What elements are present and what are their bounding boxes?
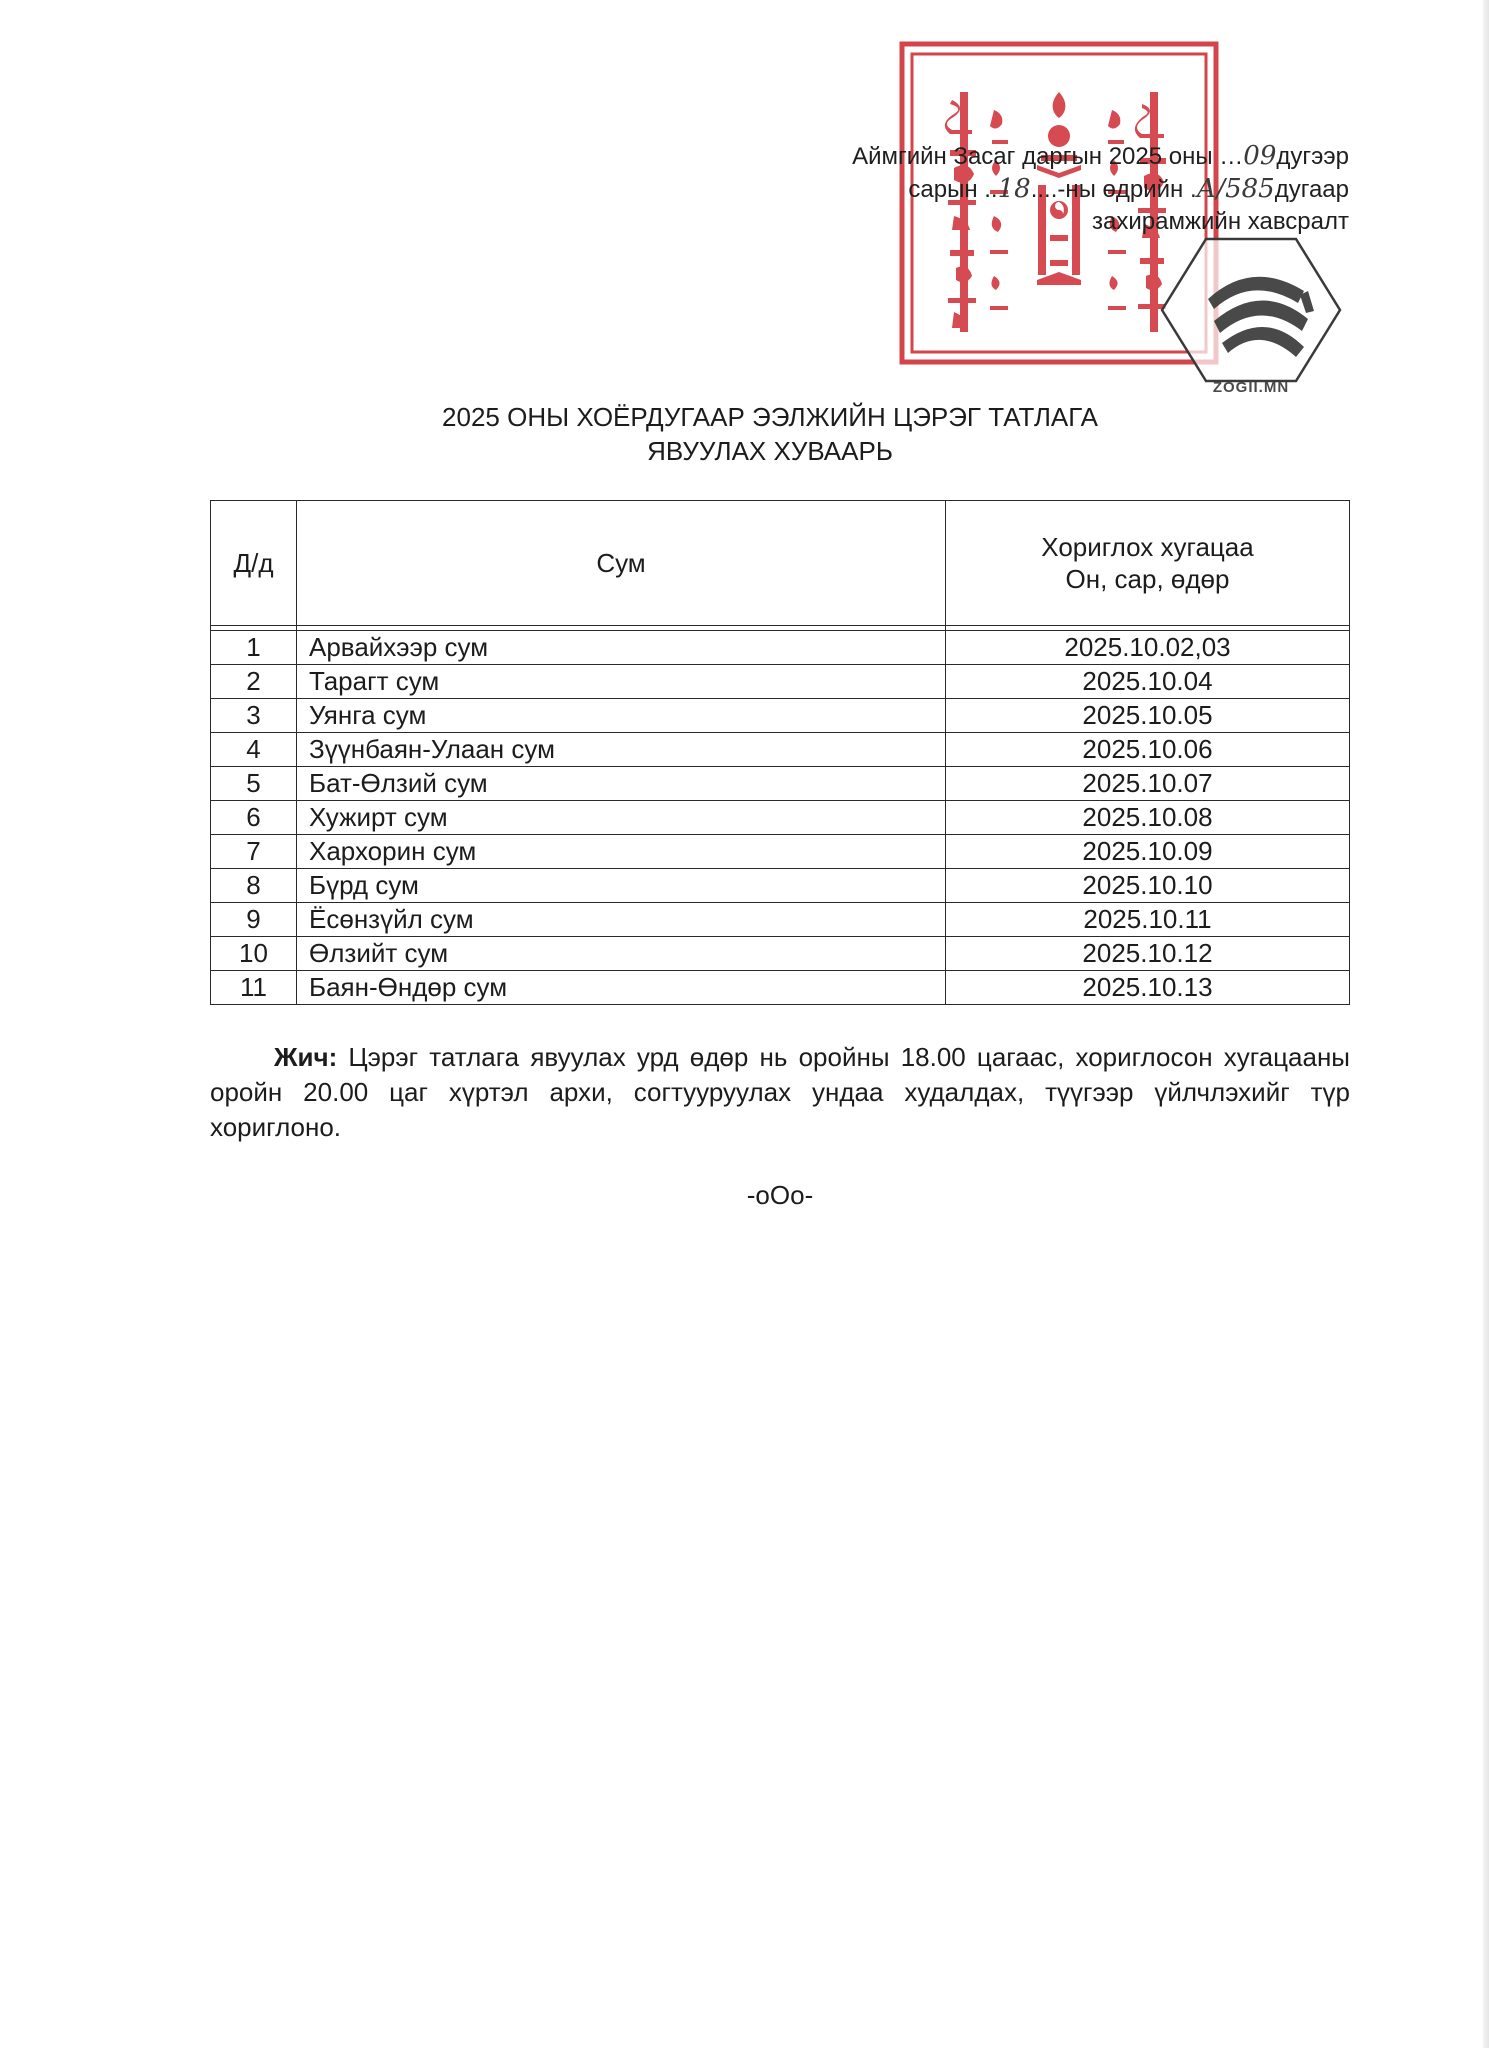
annex-line-2-suffix: дугаар: [1274, 176, 1349, 203]
cell-num: 7: [211, 835, 297, 869]
cell-sum: Хужирт сум: [297, 801, 946, 835]
cell-num: 1: [211, 631, 297, 665]
table-row: [211, 937, 1350, 971]
table-row: [211, 767, 1350, 801]
cell-sum: Тарагт сум: [297, 665, 946, 699]
table-row: [211, 801, 1350, 835]
table-row: [211, 835, 1350, 869]
annex-line-2: сарын ..18....-ны өдрийн .А/585дугаар: [908, 174, 1349, 204]
cell-num: 3: [211, 699, 297, 733]
cell-num: 8: [211, 869, 297, 903]
annex-line-1-text: Аймгийн Засаг даргын 2025 оны: [852, 143, 1213, 170]
cell-sum: Уянга сум: [297, 699, 946, 733]
cell-sum: Бүрд сум: [297, 869, 946, 903]
cell-sum: Бат-Өлзий сум: [297, 767, 946, 801]
header-date-line-1: Хориглох хугацаа: [1041, 532, 1254, 562]
annex-line-2-mid: -ны өдрийн: [1057, 176, 1184, 203]
cell-date: 2025.10.10: [946, 869, 1350, 903]
table-row: [211, 971, 1350, 1005]
cell-date: 2025.10.02,03: [946, 631, 1350, 665]
cell-date: 2025.10.05: [946, 699, 1350, 733]
header-date: [946, 501, 1350, 626]
header-date-line-2: Он, сар, өдөр: [1065, 564, 1230, 594]
annex-line-2-prefix: сарын: [908, 176, 978, 203]
table-row: [211, 733, 1350, 767]
schedule-table: [210, 500, 1350, 1005]
cell-date: 2025.10.09: [946, 835, 1350, 869]
table-row: [211, 869, 1350, 903]
cell-date: 2025.10.04: [946, 665, 1350, 699]
cell-num: 11: [211, 971, 297, 1005]
cell-date: 2025.10.13: [946, 971, 1350, 1005]
cell-date: 2025.10.06: [946, 733, 1350, 767]
cell-sum: Өлзийт сум: [297, 937, 946, 971]
page-edge: [1483, 0, 1489, 2048]
table-row: [211, 631, 1350, 665]
note-label: Жич:: [274, 1042, 338, 1072]
cell-num: 4: [211, 733, 297, 767]
header-sum: Сум: [297, 501, 946, 626]
handwritten-order-number: А/585: [1196, 174, 1275, 204]
annex-line-3: захирамжийн хавсралт: [1092, 208, 1349, 235]
cell-date: 2025.10.12: [946, 937, 1350, 971]
watermark-text: ZOGII.MN: [1212, 379, 1290, 396]
annex-line-1-suffix: дугээр: [1276, 143, 1349, 170]
annex-line-1-dots: …: [1219, 143, 1244, 170]
table-row: [211, 903, 1350, 937]
handwritten-day: 18: [997, 174, 1031, 204]
table-row: [211, 665, 1350, 699]
table-row: [211, 699, 1350, 733]
document-title: [300, 400, 1240, 468]
header-num: Д/д: [211, 501, 297, 626]
cell-num: 2: [211, 665, 297, 699]
annex-reference: [789, 140, 1349, 238]
cell-num: 5: [211, 767, 297, 801]
note-text: Цэрэг татлага явуулах урд өдөр нь оройны 18.00 цагаас, хориглосон хугацааны оройн 20.00 цаг хүртэл архи, согтууруулах ундаа худалдах, түүгээр үйлчлэхийг түр хориглоно.: [210, 1042, 1350, 1142]
cell-num: 10: [211, 937, 297, 971]
title-line-2: ЯВУУЛАХ ХУВААРЬ: [647, 436, 893, 466]
note-paragraph: [210, 1040, 1350, 1145]
cell-date: 2025.10.08: [946, 801, 1350, 835]
cell-sum: Арвайхээр сум: [297, 631, 946, 665]
cell-date: 2025.10.11: [946, 903, 1350, 937]
zogii-logo-icon: [1160, 235, 1342, 385]
cell-num: 9: [211, 903, 297, 937]
cell-sum: Ёсөнзүйл сум: [297, 903, 946, 937]
cell-num: 6: [211, 801, 297, 835]
table-header-row: [211, 501, 1350, 626]
title-line-1: 2025 ОНЫ ХОЁРДУГААР ЭЭЛЖИЙН ЦЭРЭГ ТАТЛАГА: [442, 402, 1098, 432]
handwritten-month: 09: [1243, 141, 1277, 171]
zogii-watermark: [1160, 235, 1342, 405]
cell-date: 2025.10.07: [946, 767, 1350, 801]
closing-mark: -оОо-: [746, 1180, 814, 1210]
cell-sum: Зүүнбаян-Улаан сум: [297, 733, 946, 767]
cell-sum: Хархорин сум: [297, 835, 946, 869]
cell-sum: Баян-Өндөр сум: [297, 971, 946, 1005]
schedule-body: [211, 626, 1350, 1005]
annex-line-1: [789, 140, 1349, 173]
